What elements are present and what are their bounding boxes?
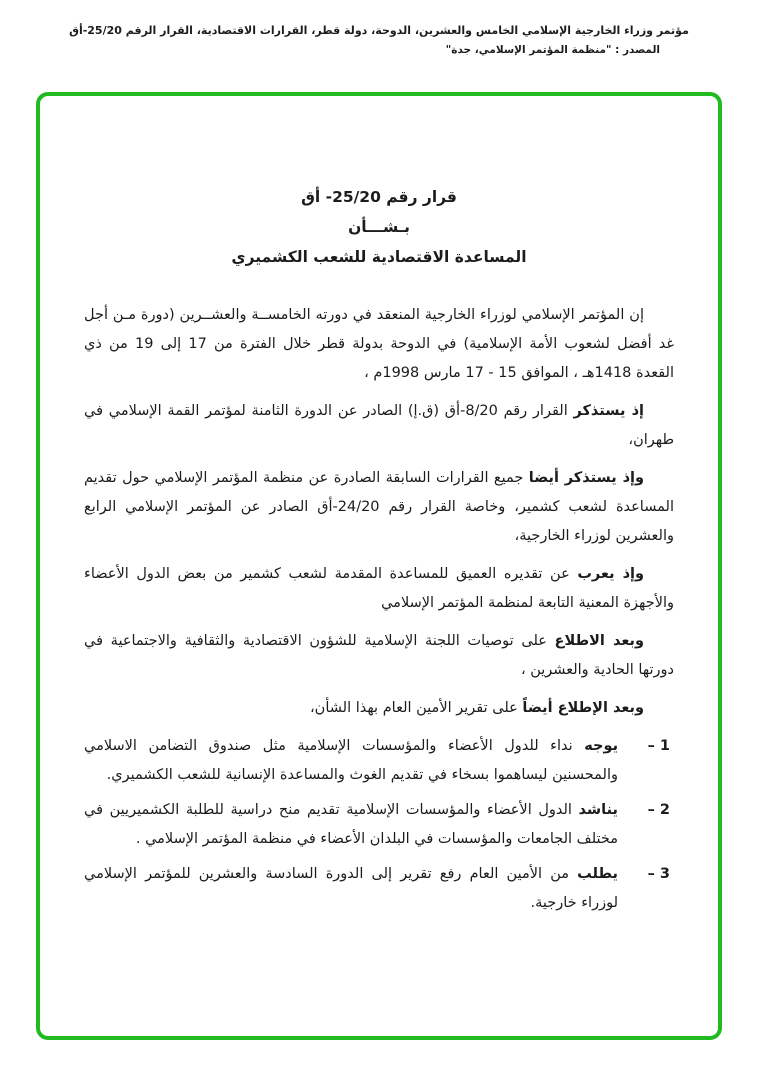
item-dash: – <box>647 801 655 818</box>
item-dash: – <box>647 737 655 754</box>
lead-phrase: وإذ يعرب <box>577 565 644 582</box>
list-item-1 <box>84 732 674 790</box>
header-line1: مؤتمر وزراء الخارجية الإسلامي الخامس والعشرين، الدوحة، دولة قطر، القرارات الاقتصادية، القرار الرقم 25/20-أق <box>69 24 689 37</box>
paragraph-expressing <box>84 560 674 618</box>
resolution-title <box>84 182 674 273</box>
item-number-digit: 1 <box>659 737 670 754</box>
item-number <box>618 860 674 918</box>
item-text <box>84 860 618 918</box>
paragraph-having-considered <box>84 627 674 685</box>
paragraph-having-considered-also <box>84 694 674 723</box>
lead-phrase: إذ يستذكر <box>573 402 644 419</box>
operative-list <box>84 732 674 918</box>
header-line2: المصدر : "منظمة المؤتمر الإسلامي، جدة" <box>445 44 660 56</box>
lead-phrase: يطلب <box>577 865 618 882</box>
paragraph-text: إن المؤتمر الإسلامي لوزراء الخارجية المنعقد في دورته الخامســة والعشــرين (دورة مـن أجل غد أفضل لشعوب الأمة الإسلامية) في الدوحة بدولة قطر خلال الفترة من 17 إلى 19 من ذي القعدة 1418هـ ، الموافق 15 - 17 مارس 1998م ، <box>84 306 674 381</box>
item-number <box>618 796 674 854</box>
document-header <box>0 24 758 56</box>
item-text <box>84 796 618 854</box>
lead-phrase: وبعد الاطلاع <box>554 632 644 649</box>
title-resolution-number: قرار رقم 25/20- أق <box>301 188 457 206</box>
list-item-3 <box>84 860 674 918</box>
paragraph-text: القرار رقم 8/20-أق (ق.إ) الصادر عن الدورة الثامنة لمؤتمر القمة الإسلامي في طهران، <box>84 402 674 448</box>
lead-phrase: وبعد الإطلاع أيضاً <box>522 699 644 716</box>
paragraph-text: جميع القرارات السابقة الصادرة عن منظمة المؤتمر الإسلامي حول تقديم المساعدة لشعب كشمير، وخاصة القرار رقم 24/20-أق الصادر عن المؤتمر الإسلامي الرابع والعشرين لوزراء الخارجية، <box>84 469 674 544</box>
paragraph-text: عن تقديره العميق للمساعدة المقدمة لشعب كشمير من بعض الدول الأعضاء والأجهزة المعنية التابعة لمنظمة المؤتمر الإسلامي <box>84 565 674 611</box>
item-number-digit: 2 <box>659 801 670 818</box>
document-body <box>40 96 718 918</box>
lead-phrase: يوجه <box>584 737 619 754</box>
lead-phrase: وإذ يستذكر أيضا <box>528 469 644 486</box>
paragraph-recalling <box>84 397 674 455</box>
title-subject: المساعدة الاقتصادية للشعب الكشميري <box>231 248 527 267</box>
paragraph-recalling-also <box>84 464 674 551</box>
lead-phrase: يناشد <box>578 801 618 818</box>
paragraph-preamble <box>84 301 674 388</box>
item-text <box>84 732 618 790</box>
item-number <box>618 732 674 790</box>
item-body: نداء للدول الأعضاء والمؤسسات الإسلامية مثل صندوق التضامن الاسلامي والمحسنين ليساهموا بسخاء في تقديم الغوث والمساعدة الإنسانية للشعب الكشميري. <box>84 737 618 783</box>
item-dash: – <box>647 865 655 882</box>
title-about: بـشـــأن <box>348 218 410 237</box>
item-body: من الأمين العام رفع تقرير إلى الدورة السادسة والعشرين للمؤتمر الإسلامي لوزراء خارجية. <box>84 865 618 911</box>
paragraph-text: على توصيات اللجنة الإسلامية للشؤون الاقتصادية والثقافية والاجتماعية في دورتها الحادية والعشرين ، <box>84 632 674 678</box>
paragraph-text: على تقرير الأمين العام بهذا الشأن، <box>309 699 518 716</box>
item-number-digit: 3 <box>659 865 670 882</box>
list-item-2 <box>84 796 674 854</box>
item-body: الدول الأعضاء والمؤسسات الإسلامية تقديم منح دراسية للطلبة الكشميريين في مختلف الجامعات والمؤسسات في البلدان الأعضاء في منظمة المؤتمر الإسلامي . <box>84 801 618 847</box>
green-frame <box>36 92 722 1040</box>
